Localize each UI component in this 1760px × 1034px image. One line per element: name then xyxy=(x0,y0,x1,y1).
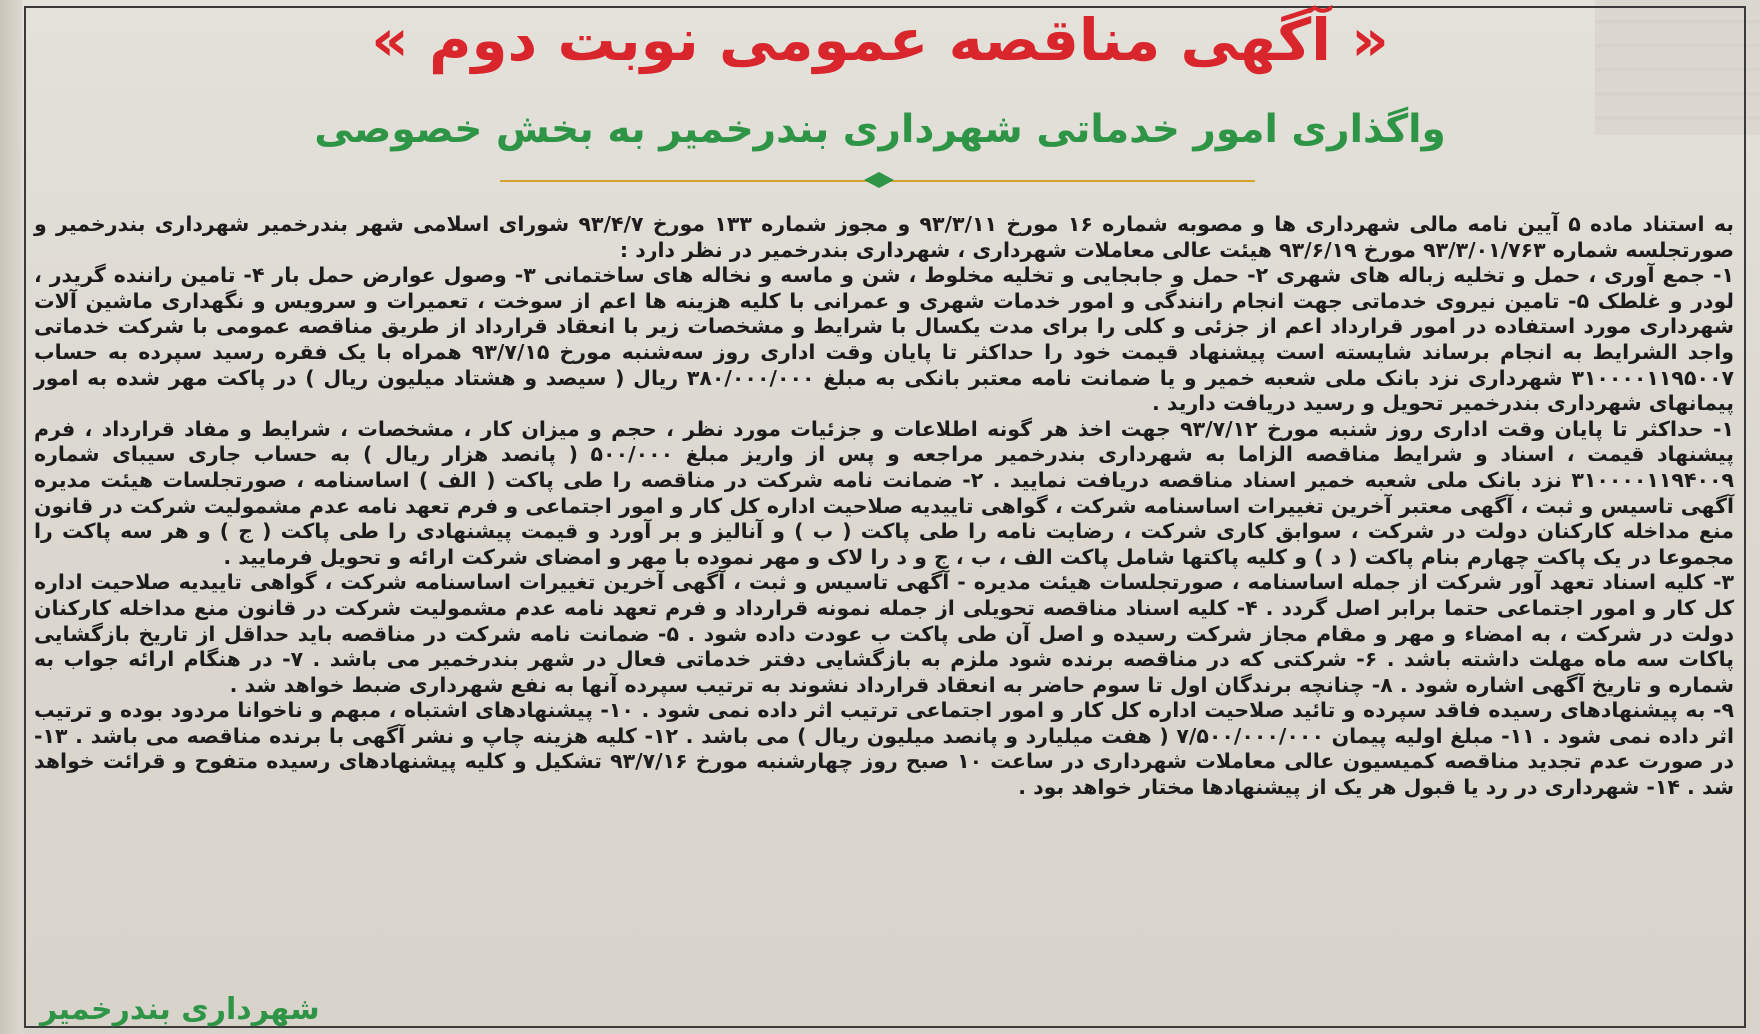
divider-diamond-icon xyxy=(864,172,894,188)
notice-paragraph: ۳- کلیه اسناد تعهد آور شرکت از جمله اساسنامه ، صورتجلسات هیئت مدیره - آگهی تاسیس و ثبت ، آگهی آخرین تغییرات اساسنامه شرکت ، گواهی تاییدیه صلاحیت اداره کل کار و امور اجتماعی حتما برابر اصل گردد . ۴- کلیه اسناد مناقصه تحویلی از جمله نمونه قرارداد و فرم تعهد نامه عدم مشمولیت شرکت در قانون منع مداخله کارکنان دولت در شرکت ، به امضاء و مهر و مقام مجاز شرکت رسیده و اصل آن طی پاکت ب عودت داده شود . ۵- ضمانت نامه شرکت در مناقصه باید حداقل از تاریخ بازگشایی پاکات سه ماه مهلت داشته باشد . ۶- شرکتی که در مناقصه برنده شود ملزم به بازگشایی دفتر خدماتی فعال در شهر بندرخمیر می باشد . ۷- در هنگام ارائه جواب به شماره و تاریخ آگهی اشاره شود . ۸- چنانچه برندگان اول تا سوم حاضر به انعقاد قرارداد نشوند به ترتیب سپرده آنها به نفع شهرداری ضبط خواهد شد . xyxy=(34,570,1735,697)
notice-paragraph: به استناد ماده ۵ آیین نامه مالی شهرداری ها و مصوبه شماره ۱۶ مورخ ۹۳/۳/۱۱ و مجوز شماره ۱۳۳ مورخ ۹۳/۴/۷ شورای اسلامی شهر بندرخمیر شهرداری بندرخمیر و صورتجلسه شماره ۹۳/۳/۰۱/۷۶۳ مورخ ۹۳/۶/۱۹ هیئت عالی معاملات شهرداری ، شهرداری بندرخمیر در نظر دارد : xyxy=(34,212,1734,262)
notice-title: « آگهی مناقصه عمومی نوبت دوم » xyxy=(371,6,1389,74)
notice-paragraph: ۱- حداکثر تا پایان وقت اداری روز شنبه مورخ ۹۳/۷/۱۲ جهت اخذ هر گونه اطلاعات و جزئیات مورد نظر ، حجم و میزان کار ، مشخصات ، شرایط و مفاد قرارداد ، فرم پیشنهاد قیمت ، اسناد و شرایط مناقصه الزاما به شهرداری بندرخمیر مراجعه و پس از واریز مبلغ ۵۰۰/۰۰۰ ( پانصد هزار ریال ) به حساب جاری سیبای شماره ۳۱۰۰۰۰۱۱۹۴۰۰۹ نزد بانک ملی شعبه خمیر اسناد مناقصه دریافت نمایید . ۲- ضمانت نامه شرکت در مناقصه را طی پاکت ( الف ) اساسنامه ، صورتجلسات هیئت مدیره آگهی تاسیس و ثبت ، آگهی معتبر آخرین تغییرات اساسنامه شرکت ، گواهی تاییدیه صلاحیت اداره کل کار و امور اجتماعی و فرم تعهد نامه عدم مشمولیت شرکت در قانون منع مداخله کارکنان دولت در شرکت ، سوابق کاری شرکت ، رضایت نامه را طی پاکت ( ب ) و آنالیز و بر آورد و قیمت پیشنهادی را طی پاکت ( ج ) و هر سه پاکت را مجموعا در یک پاکت چهارم بنام پاکت ( د ) و کلیه پاکتها شامل پاکت الف ، ب ، ج و د را لاک و مهر نموده با مهر و امضای شرکت ارائه و تحویل فرمایید . xyxy=(34,416,1734,569)
notice-body xyxy=(34,212,1734,801)
notice-paragraph: ۱- جمع آوری ، حمل و تخلیه زباله های شهری ۲- حمل و جابجایی و تخلیه مخلوط ، شن و ماسه و نخاله های ساختمانی ۳- وصول عوارض حمل بار ۴- تامین راننده گریدر ، لودر و غلطک ۵- تامین نیروی خدماتی جهت انجام رانندگی و امور خدمات شهری و عمرانی با کلیه هزینه ها اعم از سوخت ، تعمیرات و سرویس و نگهداری ماشین آلات شهرداری مورد استفاده در امور قرارداد اعم از جزئی و کلی را برای مدت یکسال با شرایط و مشخصات زیر با انعقاد قرارداد از طریق مناقصه عمومی با شرکت خدماتی واجد الشرایط به انجام برساند شایسته است پیشنهاد قیمت خود را حداکثر تا پایان وقت اداری روز سه‌شنبه مورخ ۹۳/۷/۱۵ همراه با یک فقره رسید سپرده به حساب ۳۱۰۰۰۰۱۱۹۵۰۰۷ شهرداری نزد بانک ملی شعبه خمیر و یا ضمانت نامه معتبر بانکی به مبلغ ۳۸۰/۰۰۰/۰۰۰ ریال ( سیصد و هشتاد میلیون ریال ) در پاکت مهر شده به امور پیمانهای شهرداری بندرخمیر تحویل و رسید دریافت دارید . xyxy=(34,263,1735,416)
notice-subtitle: واگذاری امور خدماتی شهرداری بندرخمیر به بخش خصوصی xyxy=(314,107,1446,152)
notice-paragraph: ۹- به پیشنهادهای رسیده فاقد سپرده و تائید صلاحیت اداره کل کار و امور اجتماعی ترتیب اثر داده نمی شود . ۱۰- پیشنهادهای اشتباه ، مبهم و ناخوانا مردود بوده و ترتیب اثر داده نمی شود . ۱۱- مبلغ اولیه پیمان ۷/۵۰۰/۰۰۰/۰۰۰ ( هفت میلیارد و پانصد میلیون ریال ) می باشد . ۱۲- کلیه هزینه چاپ و نشر آگهی با برنده مناقصه می باشد . ۱۳- در صورت عدم تجدید مناقصه کمیسیون عالی معاملات شهرداری در ساعت ۱۰ صبح روز چهارشنبه مورخ ۹۳/۷/۱۶ تشکیل و کلیه پیشنهادهای رسیده متفوح و قرائت خواهد شد . ۱۴- شهرداری در رد یا قبول هر یک از پیشنهادها مختار خواهد بود . xyxy=(34,698,1734,800)
issuer-signature: شهرداری بندرخمیر xyxy=(40,992,320,1027)
